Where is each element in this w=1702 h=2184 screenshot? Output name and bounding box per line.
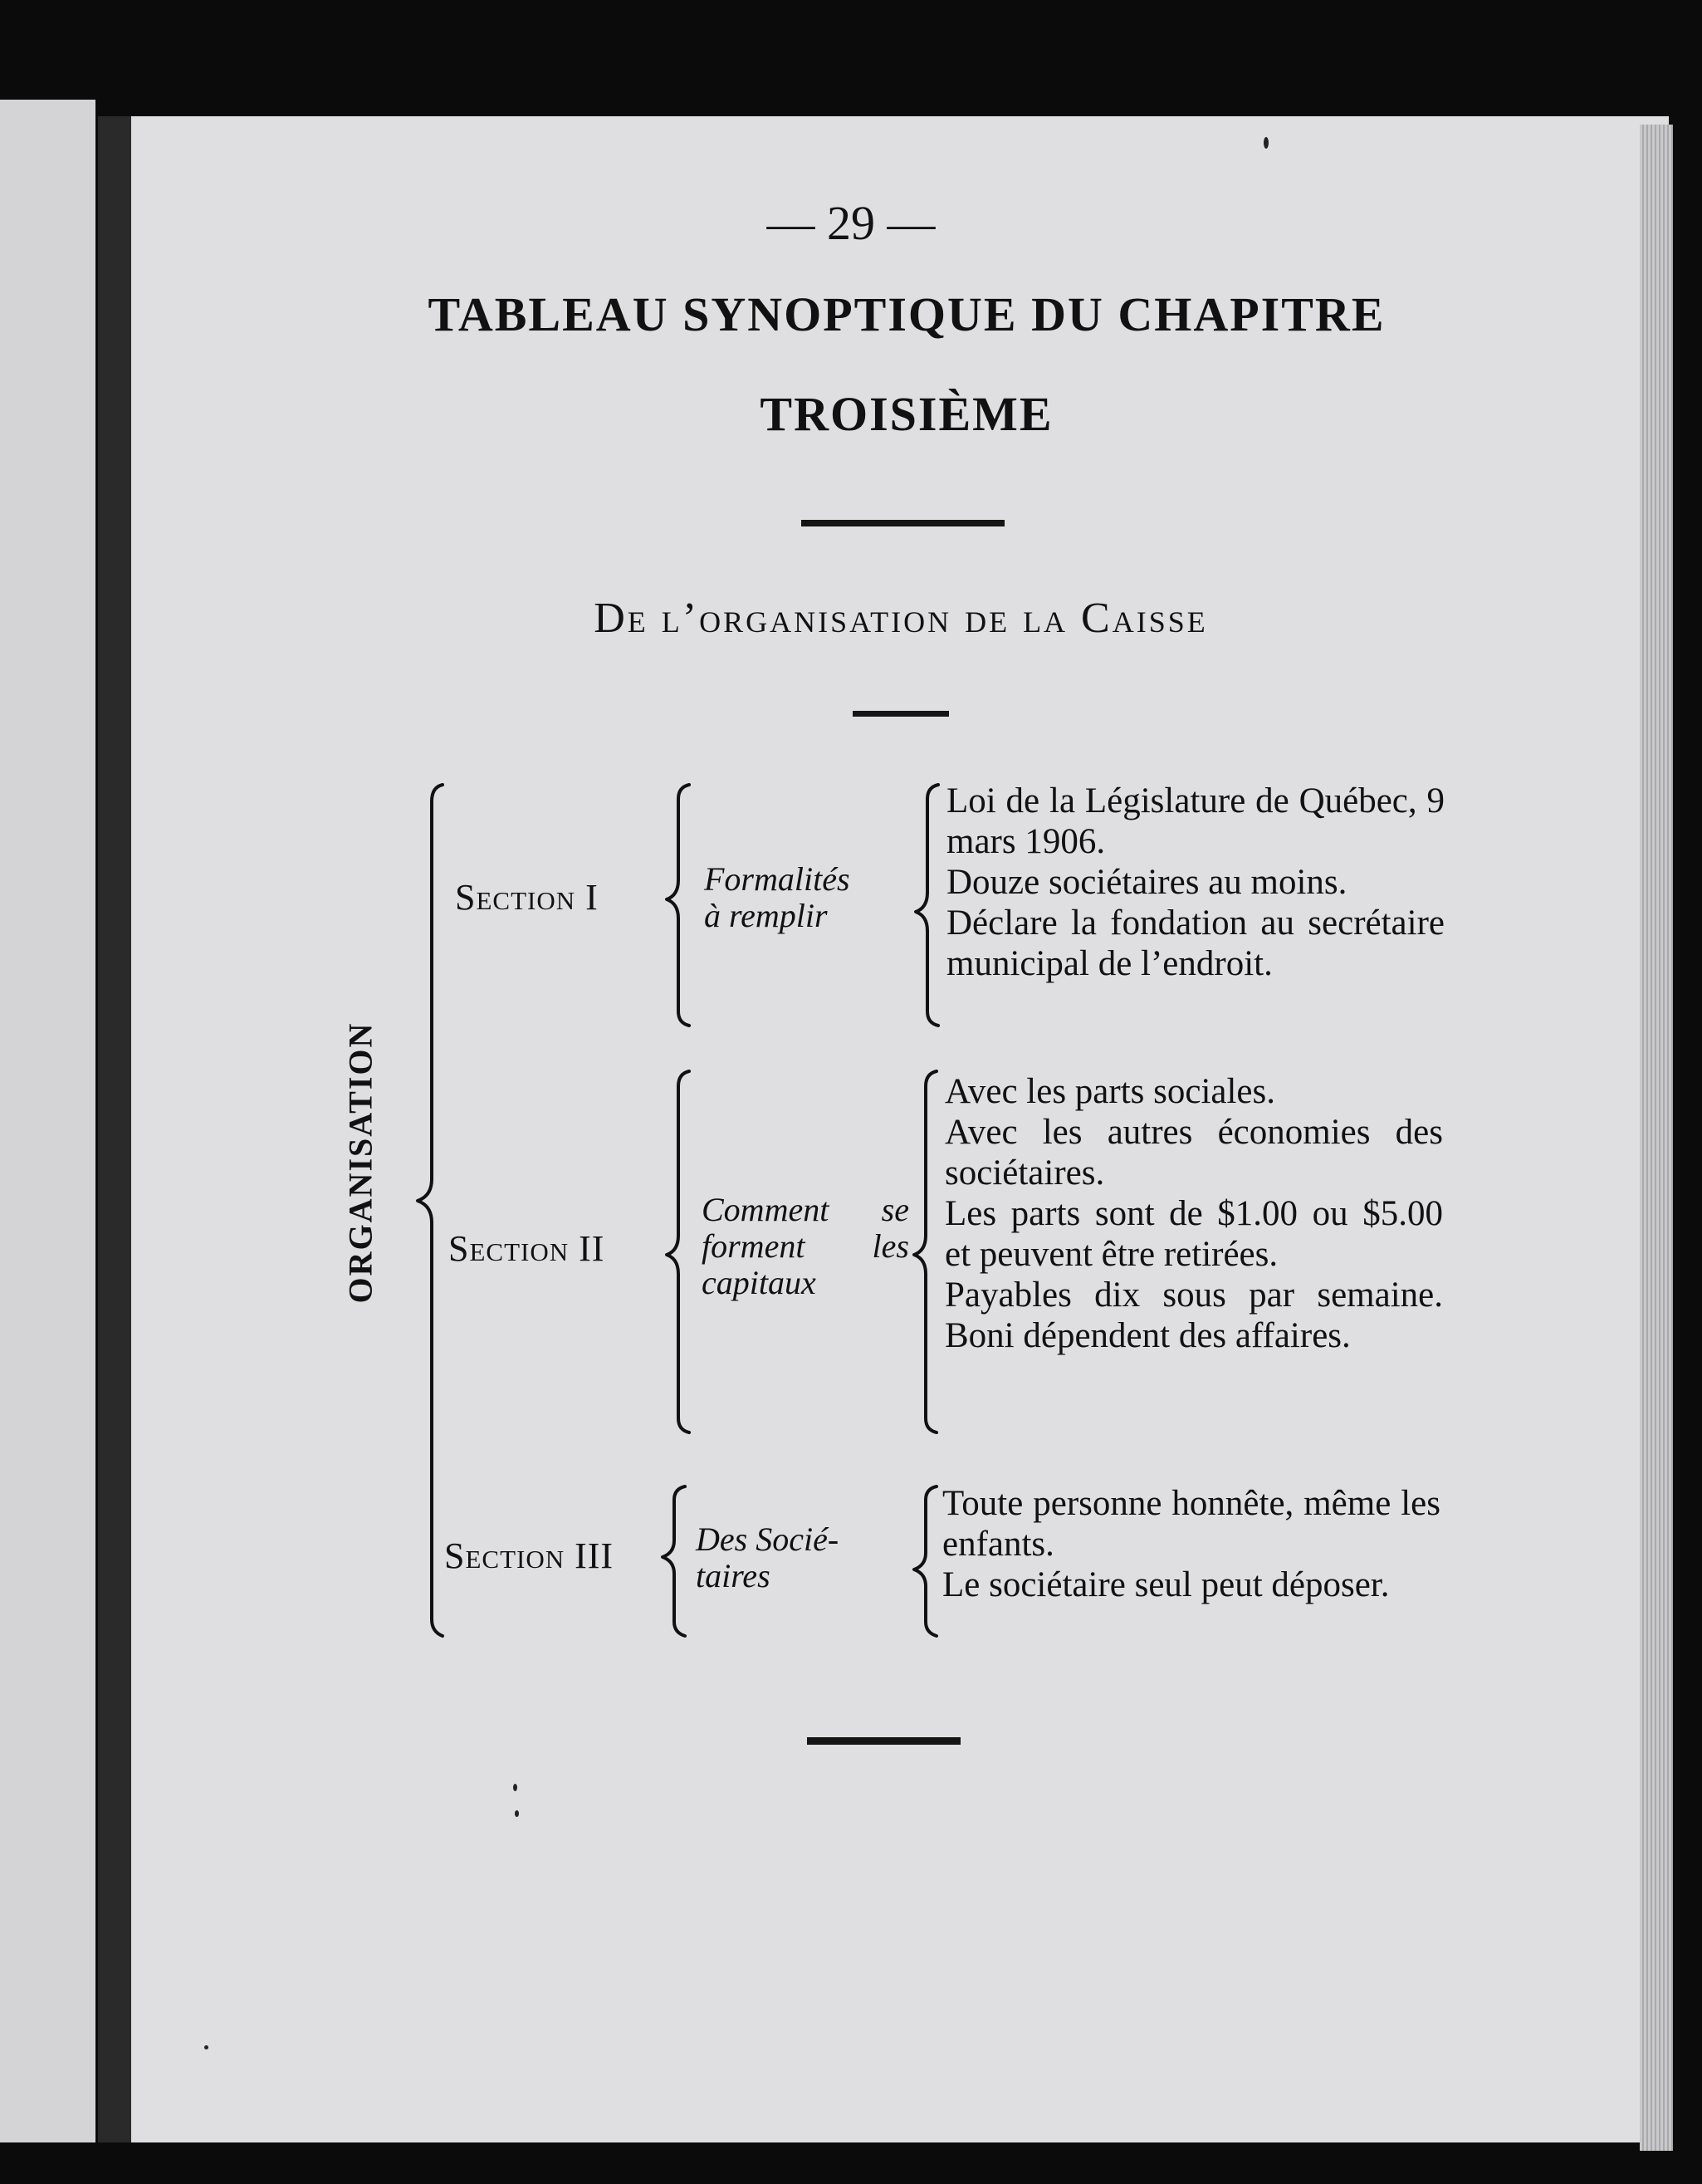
section-3-topic [696,1521,878,1594]
section-subtitle: De l’organisation de la Caisse [594,595,1208,642]
closing-rule [807,1737,961,1745]
chapter-title-line2: TROISIÈME [760,387,1054,441]
section-1-details [946,781,1445,984]
section-3-detail-2: Le sociétaire seul peut déposer. [942,1565,1390,1604]
section-3-detail-1: Toute personne honnête, même les enfants. [942,1484,1440,1564]
section-3-topic-line2: taires [696,1557,770,1594]
root-brace [418,785,443,1636]
section-2-detail-4: Payables dix sous par semaine. Boni dépendent des affaires. [945,1276,1443,1355]
section-3-topic-line1: Des Socié- [696,1520,839,1558]
brace-section3-detail [914,1486,937,1636]
section-1-topic-line2: à remplir [704,897,828,934]
section-2-detail-2: Avec les autres économies des sociétaires. [945,1113,1443,1192]
scan-speck [513,1784,517,1791]
section-1-detail-1: Loi de la Législature de Québec, 9 mars 1906. [946,781,1445,861]
section-2-details [945,1071,1443,1356]
section-3-details [942,1483,1440,1605]
scan-speck [204,2045,208,2049]
section-1-detail-2: Douze sociétaires au moins. [946,863,1347,902]
section-1-topic [704,861,895,934]
brace-section3-topic [663,1486,685,1636]
brace-section1-detail [916,785,938,1026]
section-1-topic-line1: Formalités [704,860,850,898]
section-2-label: Section II [448,1228,605,1269]
section-2-detail-3: Les parts sont de $1.00 ou $5.00 et peuvent être retirées. [945,1194,1443,1274]
page-number: — 29 — [766,196,936,250]
section-2-topic-line3: capitaux [702,1264,816,1301]
scan-speck [515,1810,519,1817]
chapter-title-line1: TABLEAU SYNOPTIQUE DU CHAPITRE [428,287,1386,341]
brace-section2-topic [667,1071,689,1432]
organisation-label: ORGANISATION [341,1021,379,1304]
section-2-detail-1: Avec les parts sociales. [945,1072,1276,1111]
section-2-topic-line2: forment les [702,1227,909,1265]
section-2-topic [702,1192,909,1301]
section-3-label: Section III [444,1535,614,1576]
section-1-label: Section I [455,877,599,918]
scan-speck [1264,137,1269,149]
brace-section2-detail [914,1071,937,1432]
brace-section1-topic [667,785,689,1026]
section-1-detail-3: Déclare la fondation au secrétaire municipal de l’endroit. [946,903,1445,983]
section-2-topic-line1: Comment se [702,1191,909,1228]
